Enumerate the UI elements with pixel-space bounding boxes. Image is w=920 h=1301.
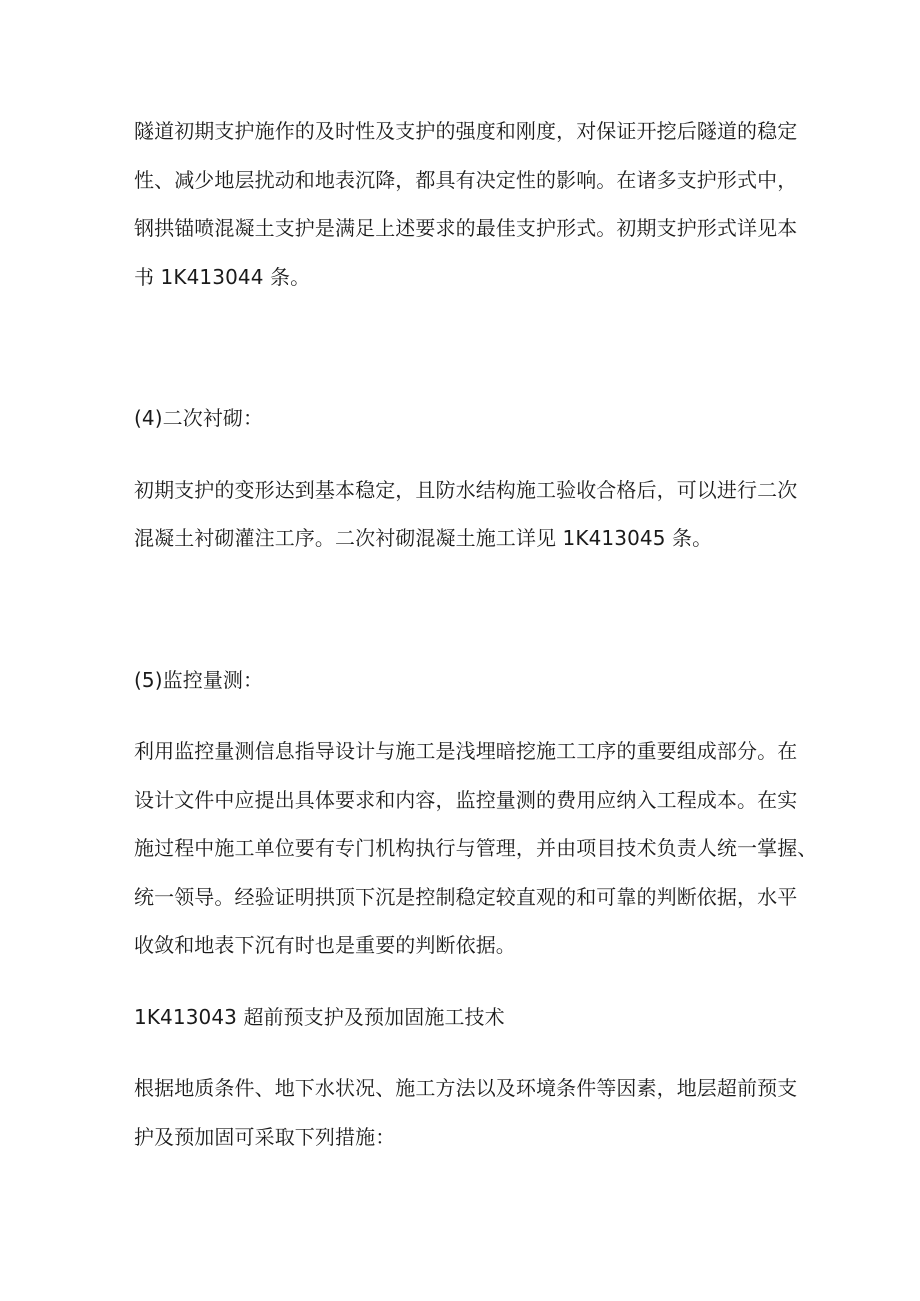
- paragraph-line: 书 1K413044 条。: [134, 265, 311, 289]
- paragraph-line: 利用监控量测信息指导设计与施工是浅埋暗挖施工工序的重要组成部分。在: [134, 739, 798, 763]
- paragraph-line: 混凝土衬砌灌注工序。二次衬砌混凝土施工详见 1K413045 条。: [134, 526, 713, 550]
- paragraph-line: 护及预加固可采取下列措施：: [134, 1125, 396, 1149]
- paragraph-line: 初期支护的变形达到基本稳定，且防水结构施工验收合格后，可以进行二次: [134, 478, 798, 502]
- paragraph-line: 性、减少地层扰动和地表沉降，都具有决定性的影响。在诸多支护形式中，: [134, 168, 798, 192]
- section-heading: (5)监控量测：: [134, 668, 264, 692]
- paragraph-line: 设计文件中应提出具体要求和内容，监控量测的费用应纳入工程成本。在实: [134, 788, 798, 812]
- paragraph-line: 统一领导。经验证明拱顶下沉是控制稳定较直观的和可靠的判断依据，水平: [134, 885, 798, 909]
- section-title: 1K413043 超前预支护及预加固施工技术: [134, 1005, 505, 1029]
- section-heading: (4)二次衬砌：: [134, 406, 264, 430]
- paragraph-line: 施过程中施工单位要有专门机构执行与管理，并由项目技术负责人统一掌握、: [134, 836, 818, 860]
- paragraph-line: 收敛和地表下沉有时也是重要的判断依据。: [134, 933, 516, 957]
- paragraph-line: 隧道初期支护施作的及时性及支护的强度和刚度，对保证开挖后隧道的稳定: [134, 119, 798, 143]
- paragraph-line: 根据地质条件、地下水状况、施工方法以及环境条件等因素，地层超前预支: [134, 1076, 798, 1100]
- paragraph-line: 钢拱锚喷混凝土支护是满足上述要求的最佳支护形式。初期支护形式详见本: [134, 216, 798, 240]
